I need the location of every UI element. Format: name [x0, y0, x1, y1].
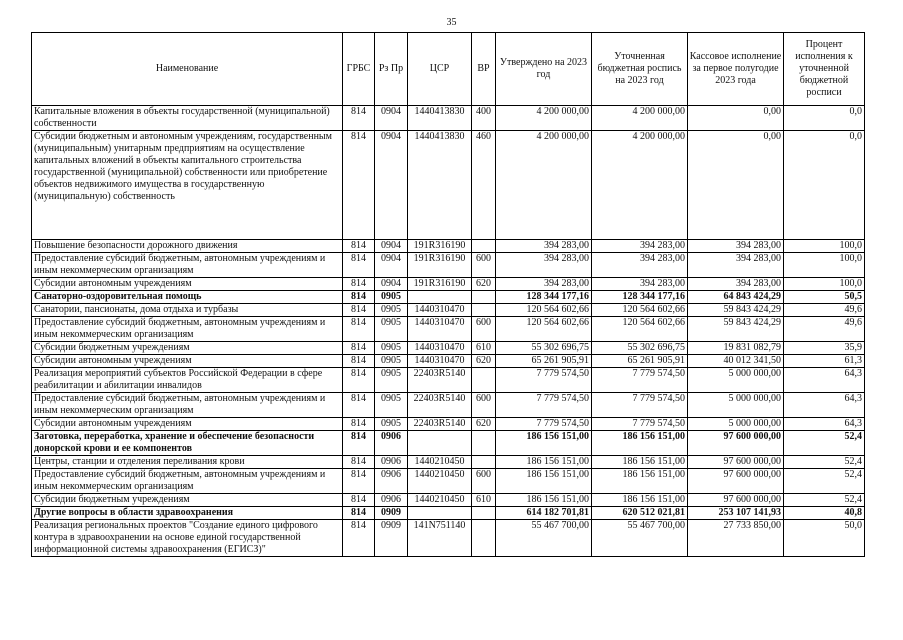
row-approved: 394 283,00	[496, 240, 592, 253]
row-percent: 52,4	[784, 431, 865, 456]
table-row	[32, 342, 865, 355]
row-executed: 253 107 141,93	[688, 507, 784, 520]
table-row	[32, 355, 865, 368]
row-refined: 394 283,00	[592, 278, 688, 291]
table-body	[32, 106, 865, 557]
row-executed: 394 283,00	[688, 240, 784, 253]
row-name: Предоставление субсидий бюджетным, автономным учреждениям и иным некоммерческим организациям	[32, 253, 343, 278]
row-vr: 600	[472, 317, 496, 342]
header-refined: Уточненная бюджетная роспись на 2023 год	[592, 33, 688, 106]
row-vr	[472, 304, 496, 317]
row-executed: 97 600 000,00	[688, 431, 784, 456]
row-csr: 1440310470	[408, 317, 472, 342]
row-name: Санаторно-оздоровительная помощь	[32, 291, 343, 304]
row-approved: 65 261 905,91	[496, 355, 592, 368]
header-rz-pr: Рз Пр	[375, 33, 408, 106]
row-name: Субсидии бюджетным учреждениям	[32, 494, 343, 507]
row-percent: 100,0	[784, 253, 865, 278]
row-refined: 4 200 000,00	[592, 131, 688, 240]
row-name: Субсидии бюджетным и автономным учреждениям, государственным (муниципальным) унитарным предприятиям на осуществление капитальных вложений в объекты капитального строительства государственной (муниципальной) собственности или приобретение объектов недвижимого имущества в государственную (муниципальную) собственность	[32, 131, 343, 240]
row-name: Центры, станции и отделения переливания крови	[32, 456, 343, 469]
row-rz-pr: 0905	[375, 418, 408, 431]
table-row	[32, 418, 865, 431]
row-name: Капитальные вложения в объекты государственной (муниципальной) собственности	[32, 106, 343, 131]
row-approved: 128 344 177,16	[496, 291, 592, 304]
row-vr: 600	[472, 393, 496, 418]
row-csr: 22403R5140	[408, 368, 472, 393]
row-vr: 620	[472, 355, 496, 368]
row-csr: 1440210450	[408, 469, 472, 494]
row-rz-pr: 0904	[375, 240, 408, 253]
row-percent: 64,3	[784, 418, 865, 431]
row-refined: 186 156 151,00	[592, 456, 688, 469]
row-grbs: 814	[343, 520, 375, 557]
row-name: Реализация мероприятий субъектов Российской Федерации в сфере реабилитации и абилитации инвалидов	[32, 368, 343, 393]
row-refined: 120 564 602,66	[592, 304, 688, 317]
row-name: Заготовка, переработка, хранение и обеспечение безопасности донорской крови и ее компонентов	[32, 431, 343, 456]
row-rz-pr: 0905	[375, 317, 408, 342]
row-rz-pr: 0909	[375, 507, 408, 520]
row-grbs: 814	[343, 431, 375, 456]
row-percent: 40,8	[784, 507, 865, 520]
row-grbs: 814	[343, 291, 375, 304]
row-approved: 120 564 602,66	[496, 304, 592, 317]
row-vr	[472, 456, 496, 469]
row-grbs: 814	[343, 469, 375, 494]
row-grbs: 814	[343, 131, 375, 240]
row-executed: 5 000 000,00	[688, 418, 784, 431]
row-vr: 610	[472, 342, 496, 355]
header-name: Наименование	[32, 33, 343, 106]
row-name: Предоставление субсидий бюджетным, автономным учреждениям и иным некоммерческим организациям	[32, 469, 343, 494]
row-rz-pr: 0906	[375, 431, 408, 456]
header-grbs: ГРБС	[343, 33, 375, 106]
row-grbs: 814	[343, 418, 375, 431]
row-csr: 1440413830	[408, 106, 472, 131]
row-percent: 0,0	[784, 106, 865, 131]
row-grbs: 814	[343, 456, 375, 469]
row-csr: 1440310470	[408, 304, 472, 317]
row-csr	[408, 431, 472, 456]
row-executed: 394 283,00	[688, 278, 784, 291]
row-grbs: 814	[343, 278, 375, 291]
header-vr: ВР	[472, 33, 496, 106]
row-approved: 186 156 151,00	[496, 469, 592, 494]
row-rz-pr: 0905	[375, 342, 408, 355]
row-percent: 52,4	[784, 456, 865, 469]
row-rz-pr: 0905	[375, 291, 408, 304]
row-grbs: 814	[343, 253, 375, 278]
row-name: Повышение безопасности дорожного движения	[32, 240, 343, 253]
row-refined: 7 779 574,50	[592, 393, 688, 418]
row-name: Другие вопросы в области здравоохранения	[32, 507, 343, 520]
row-vr	[472, 291, 496, 304]
row-csr	[408, 507, 472, 520]
row-rz-pr: 0905	[375, 368, 408, 393]
row-vr: 620	[472, 418, 496, 431]
row-approved: 186 156 151,00	[496, 431, 592, 456]
row-rz-pr: 0905	[375, 355, 408, 368]
row-refined: 186 156 151,00	[592, 469, 688, 494]
row-name: Субсидии автономным учреждениям	[32, 278, 343, 291]
row-grbs: 814	[343, 304, 375, 317]
row-rz-pr: 0906	[375, 494, 408, 507]
row-percent: 100,0	[784, 278, 865, 291]
row-csr: 1440310470	[408, 355, 472, 368]
row-grbs: 814	[343, 240, 375, 253]
row-percent: 35,9	[784, 342, 865, 355]
row-refined: 55 467 700,00	[592, 520, 688, 557]
row-percent: 52,4	[784, 469, 865, 494]
row-executed: 0,00	[688, 131, 784, 240]
row-csr: 1440210450	[408, 494, 472, 507]
row-approved: 186 156 151,00	[496, 494, 592, 507]
row-executed: 5 000 000,00	[688, 393, 784, 418]
row-executed: 0,00	[688, 106, 784, 131]
row-approved: 394 283,00	[496, 278, 592, 291]
row-grbs: 814	[343, 317, 375, 342]
row-csr: 22403R5140	[408, 393, 472, 418]
table-row	[32, 106, 865, 131]
row-percent: 50,0	[784, 520, 865, 557]
table-row	[32, 253, 865, 278]
row-csr: 1440210450	[408, 456, 472, 469]
table-row	[32, 317, 865, 342]
row-percent: 61,3	[784, 355, 865, 368]
row-refined: 394 283,00	[592, 253, 688, 278]
row-vr: 620	[472, 278, 496, 291]
row-vr	[472, 240, 496, 253]
header-percent: Процент исполнения к уточненной бюджетной росписи	[784, 33, 865, 106]
row-refined: 186 156 151,00	[592, 494, 688, 507]
row-vr: 460	[472, 131, 496, 240]
row-approved: 4 200 000,00	[496, 106, 592, 131]
row-approved: 614 182 701,81	[496, 507, 592, 520]
row-executed: 40 012 341,50	[688, 355, 784, 368]
table-row	[32, 507, 865, 520]
row-percent: 52,4	[784, 494, 865, 507]
row-refined: 394 283,00	[592, 240, 688, 253]
row-percent: 64,3	[784, 368, 865, 393]
row-csr: 191R316190	[408, 240, 472, 253]
row-grbs: 814	[343, 393, 375, 418]
row-refined: 620 512 021,81	[592, 507, 688, 520]
row-vr: 400	[472, 106, 496, 131]
table-row	[32, 291, 865, 304]
row-vr	[472, 520, 496, 557]
page-number: 35	[446, 17, 457, 28]
row-grbs: 814	[343, 342, 375, 355]
header-approved: Утверждено на 2023 год	[496, 33, 592, 106]
row-approved: 186 156 151,00	[496, 456, 592, 469]
row-refined: 7 779 574,50	[592, 368, 688, 393]
table-row	[32, 456, 865, 469]
row-percent: 49,6	[784, 317, 865, 342]
row-percent: 0,0	[784, 131, 865, 240]
row-percent: 49,6	[784, 304, 865, 317]
row-rz-pr: 0905	[375, 304, 408, 317]
row-csr: 191R316190	[408, 253, 472, 278]
row-percent: 64,3	[784, 393, 865, 418]
budget-table	[31, 32, 865, 557]
row-executed: 27 733 850,00	[688, 520, 784, 557]
row-executed: 19 831 082,79	[688, 342, 784, 355]
row-name: Предоставление субсидий бюджетным, автономным учреждениям и иным некоммерческим организациям	[32, 393, 343, 418]
table-row	[32, 131, 865, 240]
row-csr: 191R316190	[408, 278, 472, 291]
row-grbs: 814	[343, 368, 375, 393]
row-approved: 4 200 000,00	[496, 131, 592, 240]
row-refined: 186 156 151,00	[592, 431, 688, 456]
row-executed: 59 843 424,29	[688, 304, 784, 317]
row-name: Субсидии автономным учреждениям	[32, 418, 343, 431]
row-approved: 55 467 700,00	[496, 520, 592, 557]
row-executed: 97 600 000,00	[688, 456, 784, 469]
row-approved: 7 779 574,50	[496, 418, 592, 431]
row-vr: 600	[472, 469, 496, 494]
table-row	[32, 278, 865, 291]
row-vr	[472, 368, 496, 393]
row-approved: 120 564 602,66	[496, 317, 592, 342]
row-executed: 59 843 424,29	[688, 317, 784, 342]
row-name: Санатории, пансионаты, дома отдыха и турбазы	[32, 304, 343, 317]
row-approved: 55 302 696,75	[496, 342, 592, 355]
row-refined: 55 302 696,75	[592, 342, 688, 355]
row-percent: 50,5	[784, 291, 865, 304]
row-grbs: 814	[343, 507, 375, 520]
table-row	[32, 494, 865, 507]
row-approved: 7 779 574,50	[496, 368, 592, 393]
row-refined: 120 564 602,66	[592, 317, 688, 342]
row-rz-pr: 0904	[375, 131, 408, 240]
row-name: Субсидии автономным учреждениям	[32, 355, 343, 368]
row-csr: 1440310470	[408, 342, 472, 355]
row-vr: 610	[472, 494, 496, 507]
row-refined: 65 261 905,91	[592, 355, 688, 368]
row-refined: 7 779 574,50	[592, 418, 688, 431]
row-approved: 7 779 574,50	[496, 393, 592, 418]
row-refined: 4 200 000,00	[592, 106, 688, 131]
row-rz-pr: 0904	[375, 278, 408, 291]
row-executed: 64 843 424,29	[688, 291, 784, 304]
table-row	[32, 368, 865, 393]
row-name: Реализация региональных проектов "Создание единого цифрового контура в здравоохранении на основе единой государственной информационной системы здравоохранения (ЕГИСЗ)"	[32, 520, 343, 557]
row-csr: 141N751140	[408, 520, 472, 557]
table-row	[32, 520, 865, 557]
table-row	[32, 469, 865, 494]
row-refined: 128 344 177,16	[592, 291, 688, 304]
row-executed: 5 000 000,00	[688, 368, 784, 393]
row-approved: 394 283,00	[496, 253, 592, 278]
header-csr: ЦСР	[408, 33, 472, 106]
row-executed: 97 600 000,00	[688, 494, 784, 507]
row-name: Субсидии бюджетным учреждениям	[32, 342, 343, 355]
row-csr: 22403R5140	[408, 418, 472, 431]
row-vr	[472, 431, 496, 456]
row-csr	[408, 291, 472, 304]
header-executed: Кассовое исполнение за первое полугодие 2023 года	[688, 33, 784, 106]
row-rz-pr: 0905	[375, 393, 408, 418]
row-grbs: 814	[343, 355, 375, 368]
row-rz-pr: 0906	[375, 456, 408, 469]
row-rz-pr: 0909	[375, 520, 408, 557]
row-percent: 100,0	[784, 240, 865, 253]
table-row	[32, 240, 865, 253]
row-grbs: 814	[343, 106, 375, 131]
row-grbs: 814	[343, 494, 375, 507]
row-csr: 1440413830	[408, 131, 472, 240]
table-row	[32, 304, 865, 317]
table-row	[32, 393, 865, 418]
table-row	[32, 431, 865, 456]
row-rz-pr: 0906	[375, 469, 408, 494]
row-vr: 600	[472, 253, 496, 278]
row-executed: 97 600 000,00	[688, 469, 784, 494]
table-header-row	[32, 33, 865, 106]
row-vr	[472, 507, 496, 520]
row-rz-pr: 0904	[375, 253, 408, 278]
row-rz-pr: 0904	[375, 106, 408, 131]
row-executed: 394 283,00	[688, 253, 784, 278]
row-name: Предоставление субсидий бюджетным, автономным учреждениям и иным некоммерческим организациям	[32, 317, 343, 342]
